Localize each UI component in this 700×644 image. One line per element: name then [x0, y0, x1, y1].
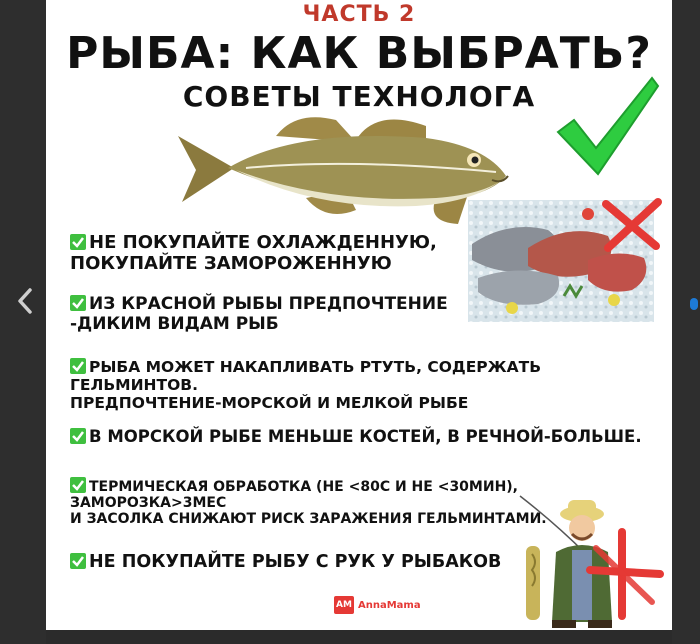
chevron-left-icon: [16, 288, 34, 314]
tip-mercury: [70, 358, 672, 412]
post-title: РЫБА: КАК ВЫБРАТЬ?: [66, 28, 652, 79]
tip-line: И ЗАСОЛКА СНИЖАЮТ РИСК ЗАРАЖЕНИЯ ГЕЛЬМИНТАМИ.: [70, 511, 547, 528]
cross-icon: [586, 528, 664, 620]
check-icon: [70, 428, 86, 444]
part-label: ЧАСТЬ 2: [302, 2, 416, 27]
tip-line: В МОРСКОЙ РЫБЕ МЕНЬШЕ КОСТЕЙ, В РЕЧНОЙ-БОЛЬШЕ.: [89, 427, 642, 446]
post-subtitle: СОВЕТЫ ТЕХНОЛОГА: [182, 80, 536, 113]
tip-line: -ДИКИМ ВИДАМ РЫБ: [70, 313, 279, 334]
check-icon: [70, 477, 86, 493]
check-icon: [552, 70, 662, 180]
viewer-bottom-strip: [46, 630, 672, 644]
viewer-right-panel: [672, 0, 700, 644]
tip-fishermen: [70, 552, 501, 572]
brand-name: AnnaMama: [358, 599, 421, 611]
brand-logo: AM: [334, 596, 354, 614]
brand-watermark: [334, 596, 421, 614]
tip-line: ИЗ КРАСНОЙ РЫБЫ ПРЕДПОЧТЕНИЕ: [89, 294, 448, 314]
cross-icon: [600, 196, 664, 254]
infographic-post: [46, 0, 672, 630]
check-icon: [70, 358, 86, 374]
tip-line: РЫБА МОЖЕТ НАКАПЛИВАТЬ РТУТЬ, СОДЕРЖАТЬ ГЕЛЬМИНТОВ.: [70, 358, 542, 394]
fish-illustration: [176, 106, 516, 228]
tip-line: ТЕРМИЧЕСКАЯ ОБРАБОТКА (НЕ <80С И НЕ <30МИН), ЗАМОРОЗКА>3МЕС: [70, 479, 519, 512]
previous-image-button[interactable]: [10, 284, 40, 318]
tip-line: НЕ ПОКУПАЙТЕ РЫБУ С РУК У РЫБАКОВ: [89, 552, 502, 572]
tip-buy-frozen: [70, 233, 437, 274]
check-icon: [70, 295, 86, 311]
check-icon: [70, 234, 86, 250]
tip-line: ПОКУПАЙТЕ ЗАМОРОЖЕННУЮ: [70, 252, 392, 274]
tip-line: ПРЕДПОЧТЕНИЕ-МОРСКОЙ И МЕЛКОЙ РЫБЕ: [70, 393, 469, 412]
tip-line: НЕ ПОКУПАЙТЕ ОХЛАЖДЕННУЮ,: [89, 232, 437, 253]
viewer-left-panel: [0, 0, 46, 644]
tip-bones: [70, 428, 642, 447]
tip-wild-red-fish: [70, 295, 448, 334]
next-image-button[interactable]: [690, 298, 698, 310]
check-icon: [70, 553, 86, 569]
